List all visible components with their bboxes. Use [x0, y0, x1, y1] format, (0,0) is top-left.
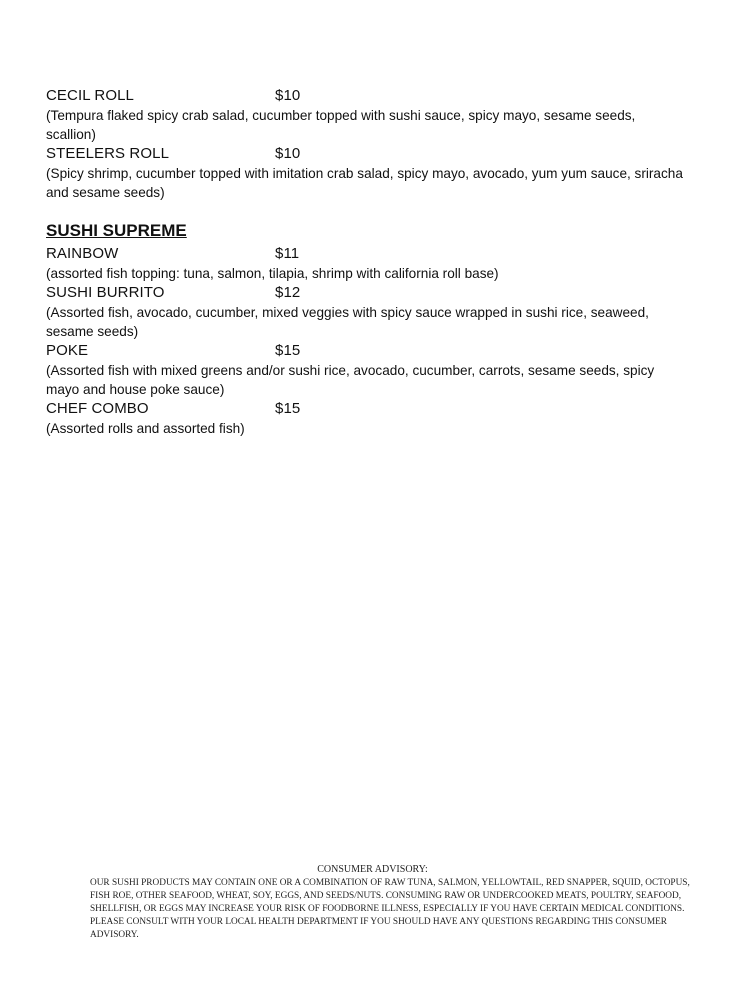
menu-item-price: $10 [275, 145, 301, 162]
advisory-title: CONSUMER ADVISORY: [317, 864, 428, 875]
menu-item-name: STEELERS ROLL [46, 145, 170, 162]
section-title-sushi-supreme: SUSHI SUPREME [46, 221, 187, 240]
menu-item-steelers-roll [46, 144, 706, 202]
menu-item-name: RAINBOW [46, 245, 119, 262]
menu-item-header [46, 341, 706, 361]
menu-item-description: (assorted fish topping: tuna, salmon, tilapia, shrimp with california roll base) [46, 266, 499, 281]
menu-item-name: CHEF COMBO [46, 400, 149, 417]
menu-item-name: POKE [46, 342, 89, 359]
menu-item-header [46, 86, 706, 106]
menu-item-price: $15 [275, 342, 301, 359]
menu-item-description: (Tempura flaked spicy crab salad, cucumber topped with sushi sauce, spicy mayo, sesame seeds, scallion) [46, 108, 636, 142]
menu-item-price: $11 [275, 245, 300, 262]
menu-item-description: (Spicy shrimp, cucumber topped with imitation crab salad, spicy mayo, avocado, yum yum sauce, sriracha and sesame seeds) [46, 166, 683, 200]
menu-item-rainbow [46, 244, 706, 283]
menu-item-header [46, 283, 706, 303]
menu-item-price: $12 [275, 284, 301, 301]
menu-item-name: CECIL ROLL [46, 87, 134, 104]
menu-item-header [46, 399, 706, 419]
advisory-body: OUR SUSHI PRODUCTS MAY CONTAIN ONE OR A COMBINATION OF RAW TUNA, SALMON, YELLOWTAIL, RED SNAPPER, SQUID, OCTOPUS, FISH ROE, OTHER SEAFOOD, WHEAT, SOY, EGGS, AND SEEDS/NUTS. CONSUMING RAW OR UNDERCOOKED MEATS, POULTRY, SEAFOOD, SHELLFISH, OR EGGS MAY INCREASE YOUR RISK OF FOODBORNE ILLNESS, ESPECIALLY IF YOU HAVE CERTAIN MEDICAL CONDITIONS. PLEASE CONSULT WITH YOUR LOCAL HEALTH DEPARTMENT IF YOU SHOULD HAVE ANY QUESTIONS REGARDING THIS CONSUMER ADVISORY. [90, 878, 690, 940]
menu-item-header [46, 144, 706, 164]
menu-item-cecil-roll [46, 86, 706, 144]
menu-item-sushi-burrito [46, 283, 706, 341]
menu-item-description: (Assorted fish with mixed greens and/or sushi rice, avocado, cucumber, carrots, sesame seeds, spicy mayo and house poke sauce) [46, 363, 655, 397]
menu-item-price: $10 [275, 87, 301, 104]
menu-item-chef-combo [46, 399, 706, 438]
menu-item-header [46, 244, 706, 264]
menu-item-price: $15 [275, 400, 301, 417]
menu-item-description: (Assorted fish, avocado, cucumber, mixed veggies with spicy sauce wrapped in sushi rice, seaweed, sesame seeds) [46, 305, 649, 339]
menu-item-poke [46, 341, 706, 399]
menu-item-name: SUSHI BURRITO [46, 284, 165, 301]
consumer-advisory [90, 863, 690, 942]
menu-content [46, 86, 706, 438]
menu-item-description: (Assorted rolls and assorted fish) [46, 421, 245, 436]
